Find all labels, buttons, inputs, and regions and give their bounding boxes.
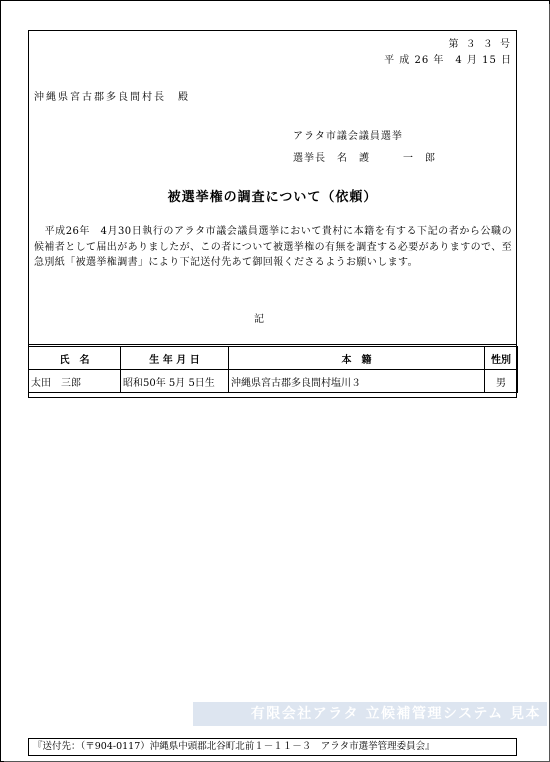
column-header-sex: 性別 <box>485 347 518 370</box>
document-frame <box>28 30 517 398</box>
ki-marker: 記 <box>254 314 264 325</box>
table-divider <box>28 344 517 345</box>
document-date: 平 成 26 年 4 月 15 日 <box>384 55 512 66</box>
candidate-table <box>28 346 518 393</box>
sample-watermark: 有限会社アラタ 立候補管理システム 見本 <box>193 702 547 726</box>
sender-name: 選挙長 名 護 一 郎 <box>293 153 436 164</box>
table-header-row <box>29 347 518 370</box>
column-header-name: 氏 名 <box>29 347 121 370</box>
column-header-domicile: 本 籍 <box>229 347 485 370</box>
delivery-address-footer: 『送付先：（〒904-0117）沖縄県中頭郡北谷町北前１－１１－３ アラタ市選挙管理委員会』 <box>28 738 517 756</box>
table-row <box>29 370 518 393</box>
sender-organization: アラタ市議会議員選挙 <box>293 131 403 142</box>
document-title: 被選挙権の調査について（依頼） <box>167 190 378 205</box>
cell-birthdate: 昭和50年 5月 5日生 <box>121 370 229 393</box>
cell-domicile: 沖縄県宮古郡多良間村塩川３ <box>229 370 485 393</box>
document-number: 第 ３ ３ 号 <box>448 39 512 50</box>
document-body: 平成26年 4月30日執行のアラタ市議会議員選挙において貴村に本籍を有する下記の者から公職の候補者として届出がありましたが、この者について被選挙権の有無を調査する必要がありますので、至急別紙「被選挙権調書」により下記送付先あて御回報くださるようお願いします。 <box>34 226 512 268</box>
cell-sex: 男 <box>485 370 518 393</box>
addressee: 沖縄県宮古郡多良間村長 殿 <box>34 92 190 103</box>
column-header-birthdate: 生 年 月 日 <box>121 347 229 370</box>
cell-name: 太田 三郎 <box>29 370 121 393</box>
